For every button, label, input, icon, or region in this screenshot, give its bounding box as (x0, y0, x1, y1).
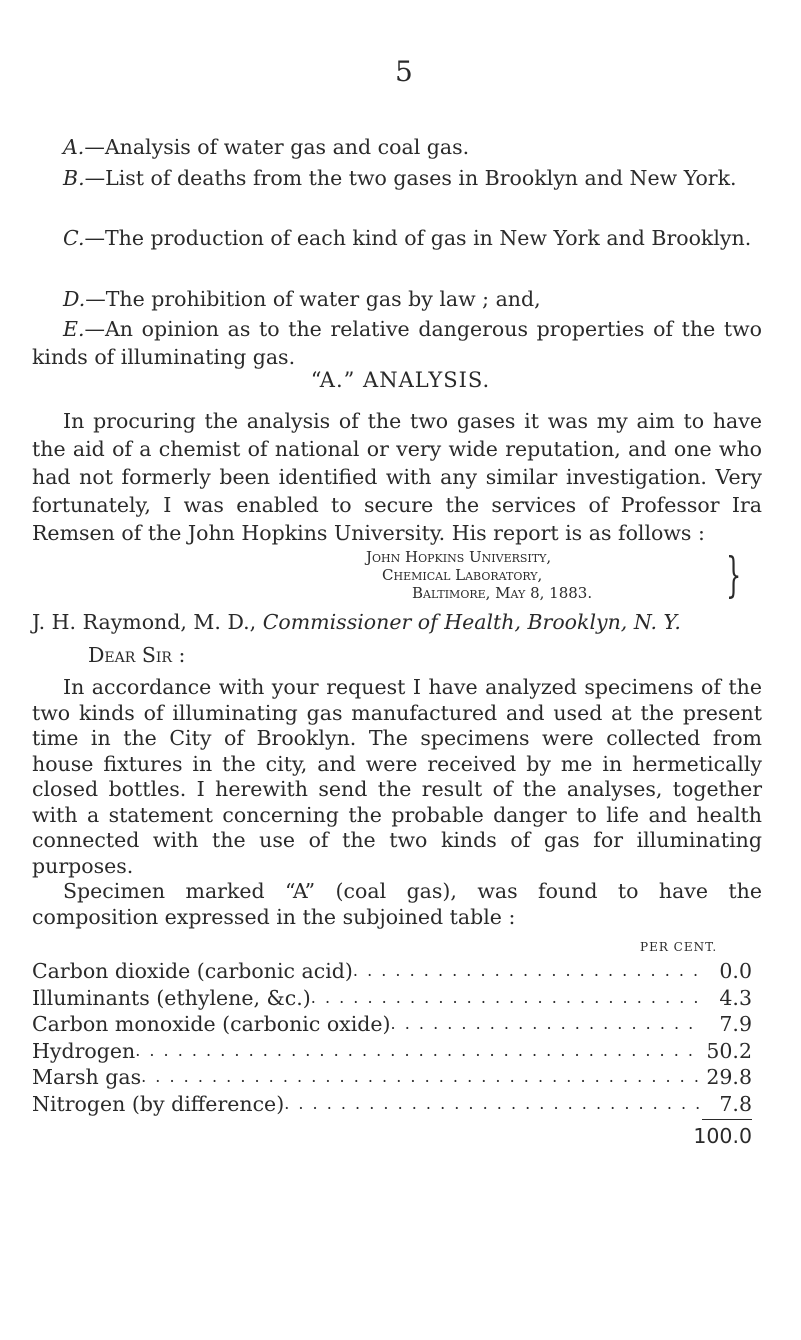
letter-paragraph: Specimen marked “A” (coal gas), was found to have the composition expressed in the subjoined table : (32, 879, 762, 929)
table-row (32, 1091, 752, 1118)
leader-dots (284, 1091, 702, 1118)
letterhead (352, 548, 772, 602)
table-total: 100.0 (693, 1124, 752, 1148)
component-value: 0.0 (719, 959, 752, 983)
addressee (32, 610, 681, 634)
list-item-d (32, 285, 762, 313)
letterhead-date: Baltimore, May 8, 1883. (412, 584, 593, 602)
list-letter: B. (63, 166, 85, 190)
leader-dots (141, 1064, 702, 1091)
brace-icon: } (726, 547, 742, 603)
section-heading: “A.” ANALYSIS. (310, 368, 491, 392)
list-item-e (32, 315, 762, 371)
list-letter: C. (63, 226, 85, 250)
component-value: 7.9 (719, 1012, 752, 1036)
component-name: Marsh gas (32, 1065, 142, 1089)
table-row (32, 985, 752, 1012)
component-value: 4.3 (719, 985, 752, 1010)
component-value: 7.8 (719, 1091, 752, 1116)
table-row (32, 1011, 752, 1038)
list-text: —Analysis of water gas and coal gas. (84, 135, 470, 159)
list-item-b (32, 164, 762, 192)
leader-dots (391, 1011, 702, 1038)
list-text: —The prohibition of water gas by law ; and, (85, 287, 541, 311)
composition-table (32, 958, 752, 1117)
component-value: 29.8 (706, 1065, 752, 1089)
component-name: Hydrogen (32, 1038, 136, 1063)
total-rule (702, 1119, 752, 1120)
component-name: Carbon dioxide (carbonic acid) (32, 959, 353, 983)
component-name: Nitrogen (by difference) (32, 1091, 285, 1116)
letter-body (32, 675, 762, 930)
table-row (32, 1064, 752, 1091)
list-text: —List of deaths from the two gases in Brooklyn and New York. (84, 166, 737, 190)
list-letter: D. (63, 287, 86, 311)
letter-paragraph: In accordance with your request I have analyzed specimens of the two kinds of illuminating gas manufactured and used at the present time in the City of Brooklyn. The specimens were collected from house fixtures in the city, and were received by me in hermetically closed bottles. I herewith send the result of the analyses, together with a statement concerning the probable danger to life and health connected with the use of the two kinds of gas for illuminating purposes. (32, 675, 762, 878)
list-letter: E. (63, 317, 85, 341)
table-row (32, 1038, 752, 1065)
leader-dots (353, 958, 702, 985)
component-name: Illuminants (ethylene, &c.) (32, 985, 311, 1010)
page-number: 5 (395, 55, 413, 88)
letterhead-university: John Hopkins University, (366, 548, 552, 566)
list-item-a (32, 133, 762, 161)
component-value: 50.2 (706, 1038, 752, 1063)
leader-dots (135, 1038, 702, 1065)
component-name: Carbon monoxide (carbonic oxide) (32, 1012, 391, 1036)
intro-paragraph: In procuring the analysis of the two gases it was my aim to have the aid of a chemist of national or very wide reputation, and one who had not formerly been identified with any similar investigation. Very fortunately, I was enabled to secure the services of Professor Ira Remsen of the John Hopkins University. His report is as follows : (32, 409, 762, 545)
leader-dots (311, 985, 702, 1012)
list-letter: A. (63, 135, 85, 159)
salutation: Dear Sir : (88, 643, 186, 667)
addressee-title: Commissioner of Health, Brooklyn, N. Y. (262, 610, 681, 634)
list-item-c (32, 224, 762, 252)
list-text: —An opinion as to the relative dangerous properties of the two kinds of illuminating gas. (32, 317, 762, 369)
addressee-name: J. H. Raymond, M. D., (32, 610, 257, 634)
letterhead-laboratory: Chemical Laboratory, (382, 566, 543, 584)
table-row (32, 958, 752, 985)
percent-column-label: PER CENT. (640, 940, 718, 954)
list-text: —The production of each kind of gas in New York and Brooklyn. (84, 226, 752, 250)
